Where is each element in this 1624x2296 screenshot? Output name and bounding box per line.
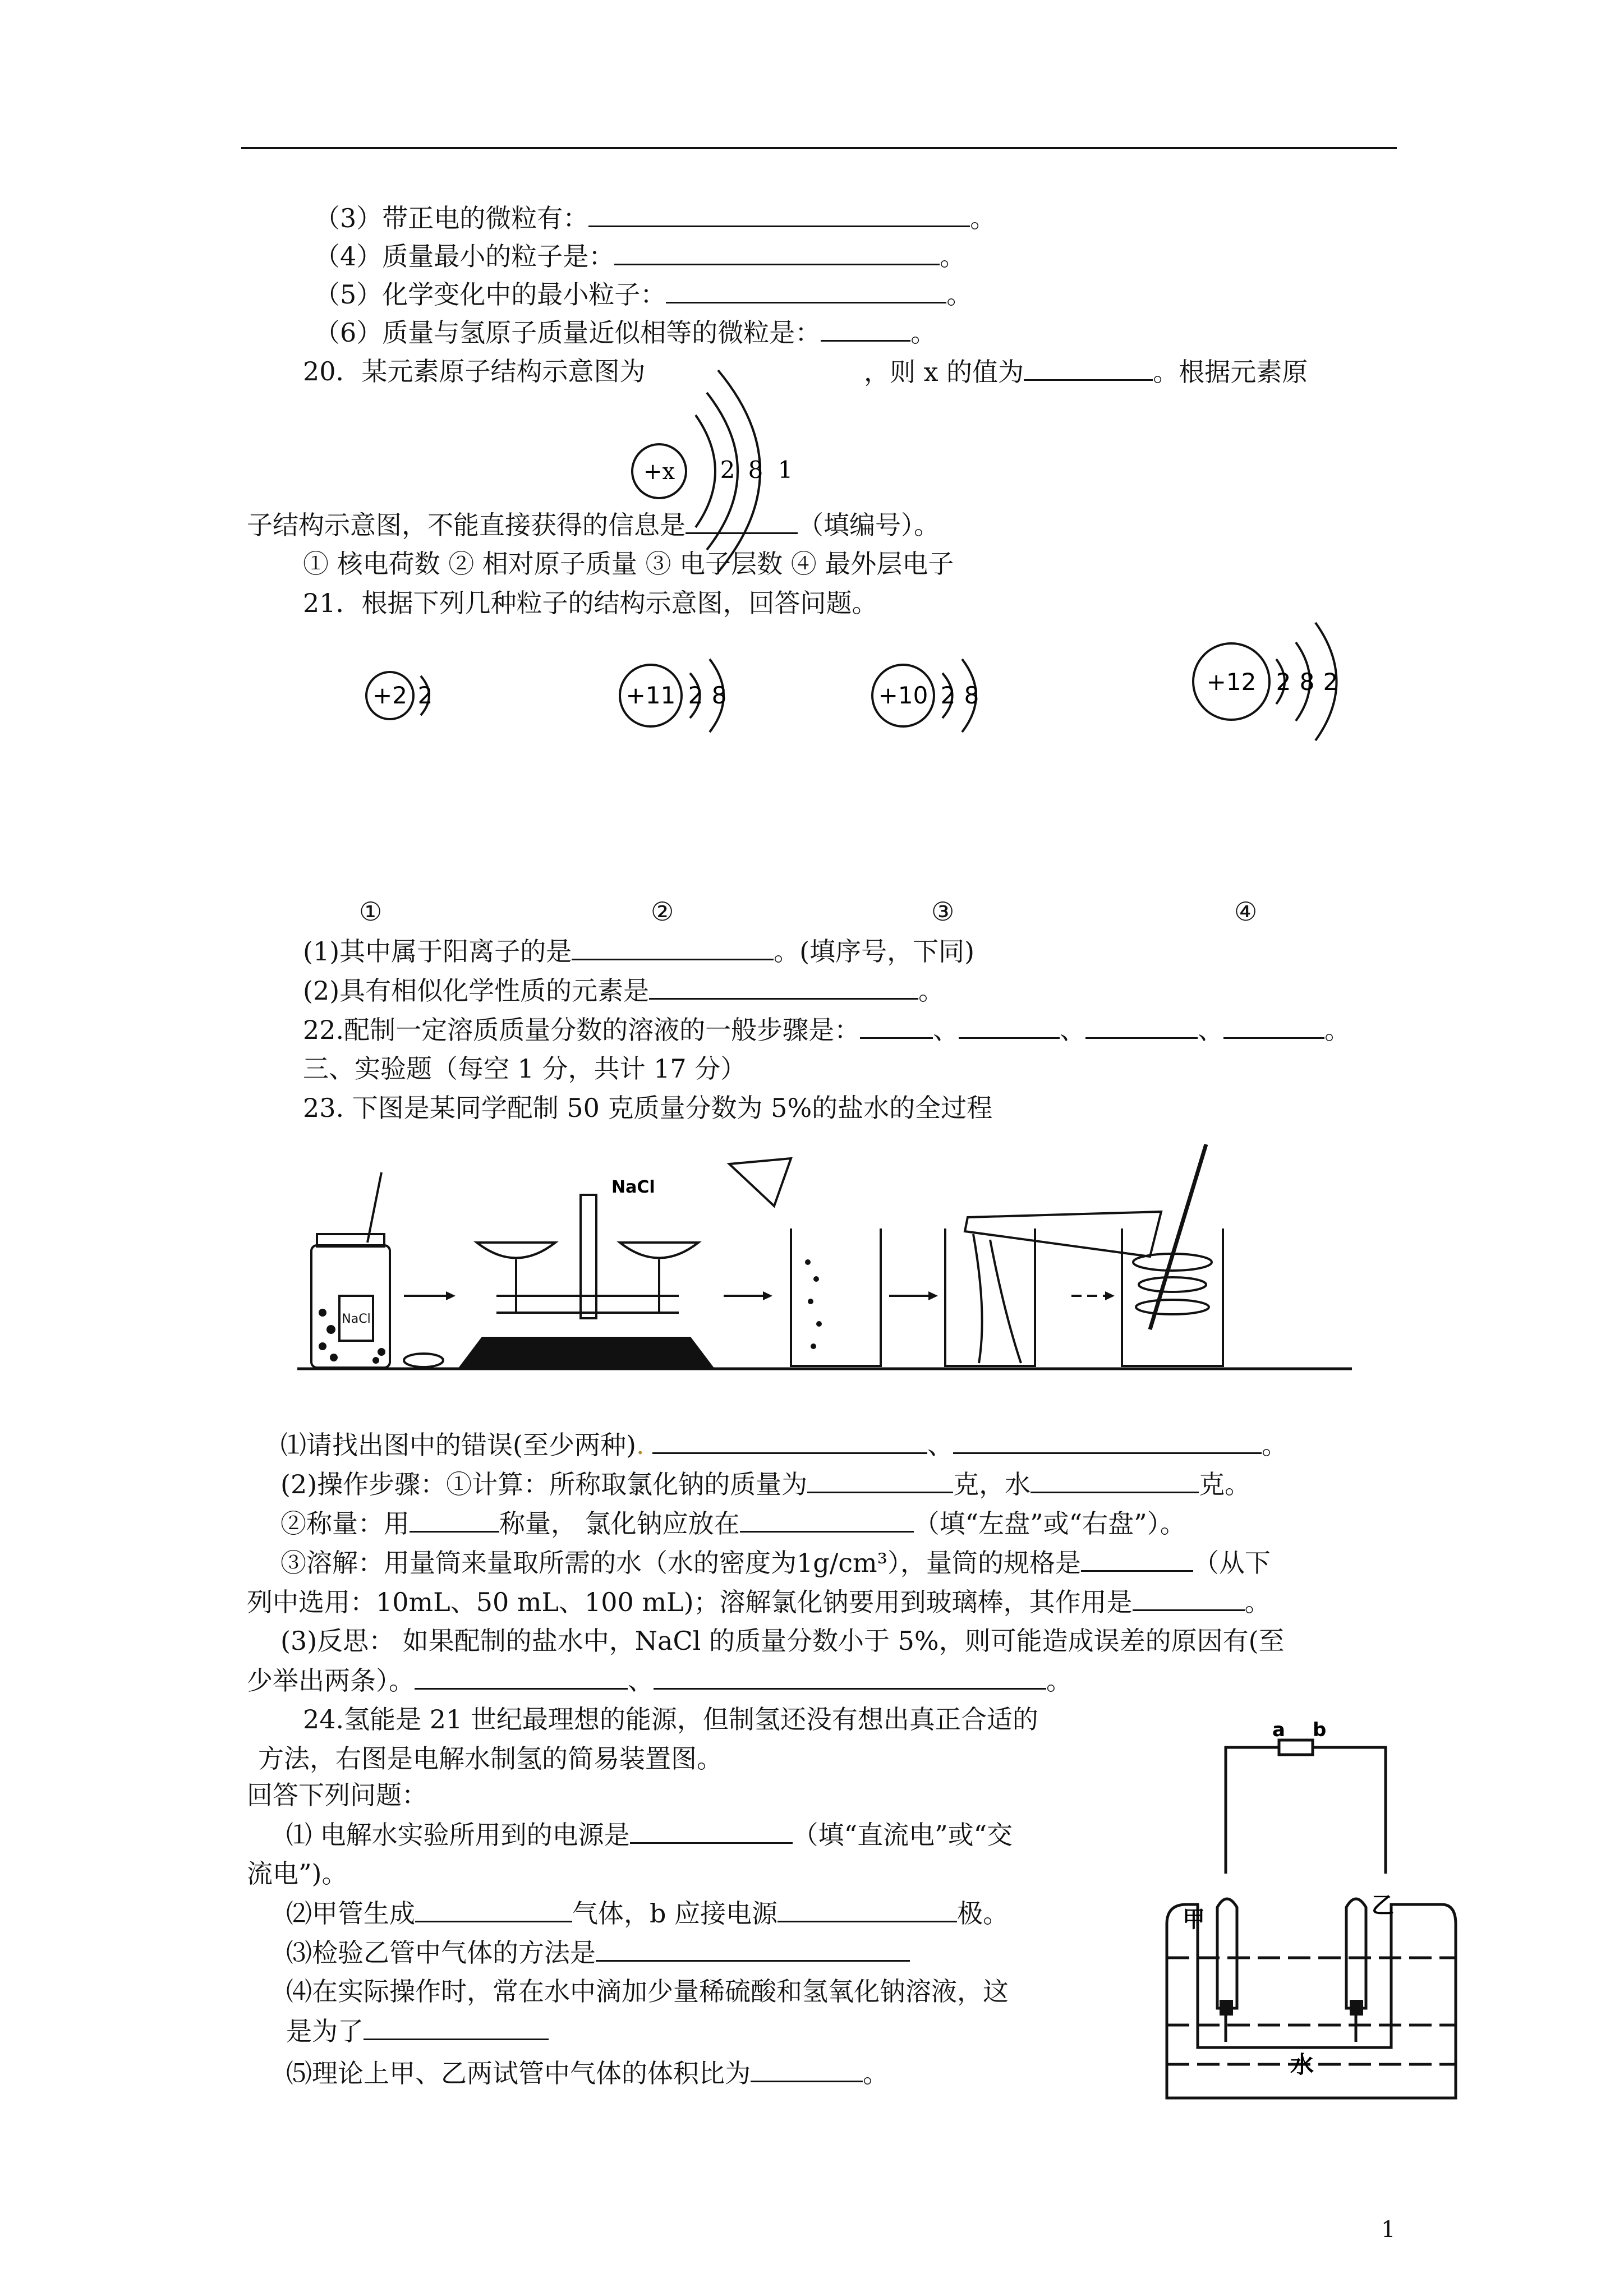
shell-count: 2 [1323, 668, 1338, 696]
particle-label-1: ① [359, 896, 383, 927]
answer-blank[interactable] [1024, 355, 1153, 381]
section-heading-3: 三、实验题（每空 1 分，共计 17 分） [303, 1053, 747, 1084]
q24-sub-3: ⑶检验乙管中气体的方法是 [286, 1935, 910, 1970]
q20-line-1: 20．某元素原子结构示意图为 [303, 356, 646, 386]
q20-line-1b: ，则 x 的值为 。根据元素原 [864, 355, 1308, 389]
answer-blank[interactable] [666, 277, 946, 303]
particle-label-3: ③ [931, 896, 955, 927]
q23-sub-4: ③溶解：用量筒来量取所需的水（水的密度为1g/cm³），量筒的规格是 （从下 [280, 1545, 1271, 1580]
answer-blank[interactable] [614, 239, 940, 265]
answer-blank[interactable] [1030, 1467, 1199, 1493]
q24-line-2: 方法，右图是电解水制氢的简易装置图。 [258, 1743, 723, 1774]
terminal-a-label: a [1272, 1719, 1285, 1741]
particle-label-2: ② [651, 896, 674, 927]
answer-blank[interactable] [1133, 1585, 1245, 1611]
answer-blank[interactable] [654, 1663, 1046, 1690]
nucleus-label: +2 [372, 682, 407, 709]
answer-blank[interactable] [596, 1935, 910, 1962]
answer-blank[interactable] [821, 315, 910, 342]
q24-sub-4: ⑷在实际操作时，常在水中滴加少量稀硫酸和氢氧化钠溶液，这 [286, 1976, 1009, 2007]
q24-sub-5: ⑸理论上甲、乙两试管中气体的体积比为 。 [286, 2056, 889, 2090]
answer-blank[interactable] [740, 1506, 914, 1533]
solution-prep-figure [297, 1144, 1352, 1386]
answer-blank[interactable] [778, 1896, 957, 1922]
q20-line-2: 子结构示意图，不能直接获得的信息是 （填编号）。 [247, 508, 940, 542]
balance [460, 1195, 712, 1368]
q21-sub-1: (1)其中属于阳离子的是 。(填序号，下同) [303, 934, 974, 968]
shell-count: 8 [1299, 668, 1315, 696]
q19-item-3: （3）带正电的微粒有： 。 [314, 201, 996, 235]
answer-blank[interactable] [1081, 1545, 1193, 1572]
shell-count: 1 [778, 456, 793, 484]
beaker-2 [945, 1212, 1161, 1366]
q24-sub-4-cont: 是为了 [286, 2014, 549, 2048]
q23-sub-6: (3)反思： 如果配制的盐水中，NaCl 的质量分数小于 5%，则可能造成误差的原因有(至 [280, 1626, 1285, 1656]
particle-diagram-2 [611, 645, 757, 746]
shell-count: 2 [688, 682, 703, 709]
answer-blank[interactable] [1085, 1013, 1198, 1039]
terminal-b-label: b [1313, 1719, 1327, 1741]
answer-blank[interactable] [364, 2014, 549, 2040]
answer-blank[interactable] [572, 934, 774, 960]
answer-blank[interactable] [860, 1013, 933, 1039]
answer-blank[interactable] [410, 1506, 499, 1533]
answer-blank[interactable] [686, 508, 798, 534]
shell-count: 2 [1276, 668, 1291, 696]
nacl-bottle [311, 1172, 390, 1368]
q23-sub-5: 列中选用：10mL、50 mL、100 mL)；溶解氯化钠要用到玻璃棒，其作用是 。 [247, 1585, 1271, 1619]
shell-count: 8 [748, 456, 763, 484]
q23-sub-3: ②称量：用 称量， 氯化钠应放在 （填“左盘”或“右盘”）。 [280, 1506, 1186, 1540]
particle-label-4: ④ [1234, 896, 1258, 927]
q19-item-5: （5）化学变化中的最小粒子： 。 [314, 277, 972, 311]
answer-blank[interactable] [807, 1467, 953, 1493]
water-label: 水 [1290, 2051, 1314, 2078]
shell-count: 2 [940, 682, 956, 709]
bottle-label: NaCl [342, 1312, 371, 1326]
salt-dots [805, 1259, 822, 1349]
electrolysis-apparatus [1150, 1705, 1475, 2109]
q23-sub-2: (2)操作步骤：①计算：所称取氯化钠的质量为 克，水 克。 [280, 1467, 1250, 1501]
header-rule [241, 147, 1397, 149]
answer-blank[interactable] [953, 1428, 1262, 1454]
answer-blank[interactable] [652, 1428, 927, 1454]
q23-stem: 23. 下图是某同学配制 50 克质量分数为 5%的盐水的全过程 [303, 1093, 993, 1123]
q19-item-6: （6）质量与氢原子质量近似相等的微粒是： 。 [314, 315, 936, 349]
particle-diagram-3 [864, 645, 1010, 746]
nucleus-label: +x [643, 459, 675, 485]
q24-line-3: 回答下列问题： [247, 1780, 427, 1810]
page-number: 1 [1381, 2217, 1396, 2243]
nucleus-label: +10 [878, 682, 928, 709]
q22: 22.配制一定溶质质量分数的溶液的一般步骤是： 、 、 、 。 [303, 1013, 1350, 1047]
answer-blank[interactable] [588, 201, 970, 227]
particle-diagram-1 [359, 645, 449, 735]
answer-blank[interactable] [649, 973, 918, 1000]
answer-blank[interactable] [751, 2056, 863, 2082]
q24-sub-1-cont: 流电”)。 [247, 1858, 348, 1889]
shell-count: 8 [711, 682, 727, 709]
answer-blank[interactable] [630, 1818, 793, 1844]
q21-sub-2: (2)具有相似化学性质的元素是 。 [303, 973, 944, 1007]
nucleus-label: +11 [625, 682, 676, 709]
shell-count: 8 [964, 682, 979, 709]
shell-count: 2 [720, 456, 735, 484]
shell-count: 2 [417, 682, 433, 709]
q24-sub-1: ⑴ 电解水实验所用到的电源是 （填“直流电”或“交 [286, 1818, 1013, 1852]
particle-diagram-4 [1184, 611, 1374, 752]
nucleus-label: +12 [1206, 668, 1257, 696]
answer-blank[interactable] [1223, 1013, 1324, 1039]
tube-yi-label: 乙 [1372, 1893, 1394, 1918]
tube-jia-label: 甲 [1183, 1907, 1205, 1932]
q20-options: ① 核电荷数 ② 相对原子质量 ③ 电子层数 ④ 最外层电子 [303, 549, 954, 579]
q23-sub-7: 少举出两条）。 、 。 [247, 1663, 1072, 1697]
watch-glass [404, 1354, 443, 1367]
q21-stem: 21．根据下列几种粒子的结构示意图，回答问题。 [303, 588, 878, 618]
q23-sub-1: ⑴请找出图中的错误(至少两种). 、 。 [280, 1428, 1287, 1462]
q24-sub-2: ⑵甲管生成 气体，b 应接电源 极。 [286, 1896, 1009, 1930]
q19-item-4: （4）质量最小的粒子是： 。 [314, 239, 965, 273]
balance-label: NaCl [611, 1177, 655, 1197]
answer-blank[interactable] [415, 1896, 572, 1922]
answer-blank[interactable] [959, 1013, 1060, 1039]
q24-line-1: 24.氢能是 21 世纪最理想的能源，但制氢还没有想出真正合适的 [303, 1704, 1038, 1734]
answer-blank[interactable] [415, 1663, 628, 1690]
